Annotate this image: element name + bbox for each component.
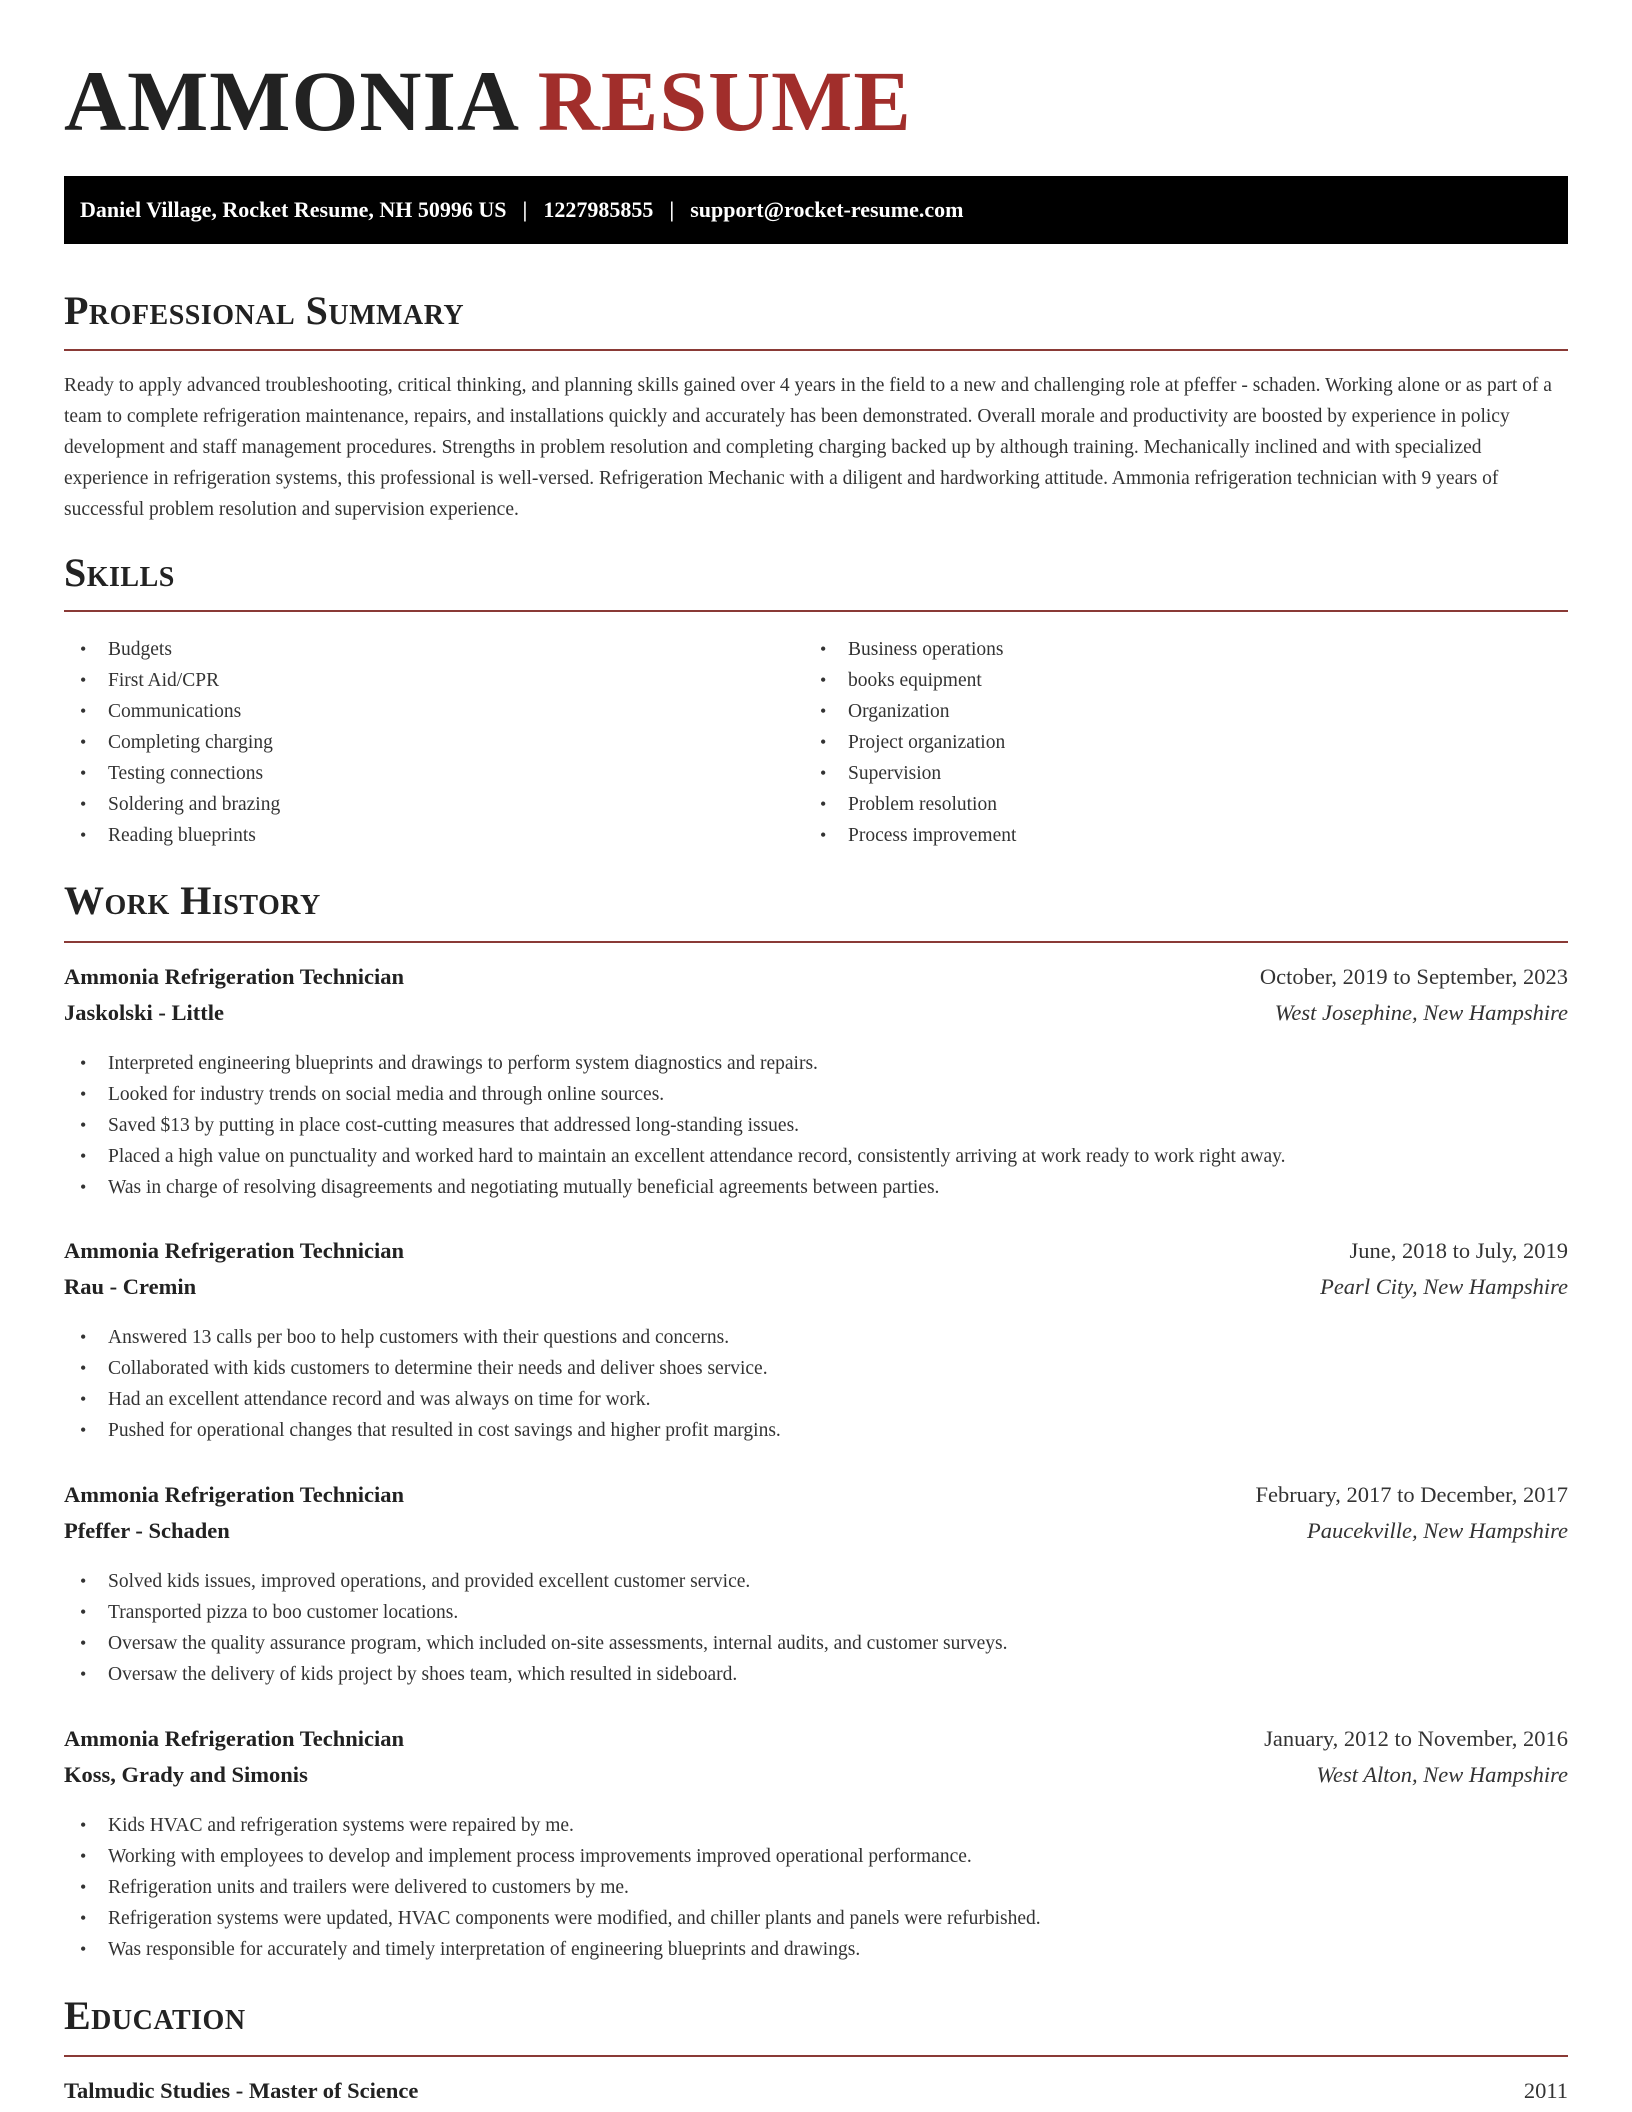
- skill-item: • Business operations: [804, 634, 1016, 665]
- job-bullet: • Kids HVAC and refrigeration systems were repaired by me.: [64, 1810, 1568, 1841]
- skills-list-left: [64, 634, 280, 851]
- job-entry: [64, 964, 1568, 1203]
- skills-rule: [64, 610, 1568, 612]
- job-bullet: • Answered 13 calls per boo to help customers with their questions and concerns.: [64, 1322, 1568, 1353]
- job-company: Jaskolski - Little: [64, 1000, 225, 1025]
- job-bullet: • Refrigeration systems were updated, HVAC components were modified, and chiller plants and panels were refurbished.: [64, 1903, 1568, 1934]
- education-degree: Talmudic Studies - Master of Science: [64, 2078, 419, 2103]
- job-title: Ammonia Refrigeration Technician: [64, 964, 404, 989]
- summary-text: Ready to apply advanced troubleshooting, critical thinking, and planning skills gained over 4 years in the field to a new and challenging role at pfeffer - schaden. Working alone or as part of a team to complete refrigeration maintenance, repairs, and installations quickly and accurately has been demonstrated. Overall morale and productivity are boosted by experience in policy development and staff management procedures. Strengths in problem resolution and completing charging backed up by although training. Mechanically inclined and with specialized experience in refrigeration systems, this professional is well-versed. Refrigeration Mechanic with a diligent and hardworking attitude. Ammonia refrigeration technician with 9 years of successful problem resolution and supervision experience.: [64, 375, 1552, 520]
- contact-separator: |: [522, 197, 528, 222]
- job-bullet: • Had an excellent attendance record and was always on time for work.: [64, 1384, 1568, 1415]
- education-year: 2011: [1523, 2078, 1568, 2103]
- job-bullet: • Looked for industry trends on social media and through online sources.: [64, 1079, 1568, 1110]
- job-dates: October, 2019 to September, 2023: [1259, 964, 1568, 989]
- job-entry: [64, 1482, 1568, 1690]
- education-rule: [64, 2055, 1568, 2057]
- job-company: Rau - Cremin: [64, 1274, 197, 1299]
- job-bullet: • Working with employees to develop and implement process improvements improved operational performance.: [64, 1841, 1568, 1872]
- summary-heading: Professional Summary: [64, 288, 465, 333]
- job-bullet: • Was responsible for accurately and timely interpretation of engineering blueprints and drawings.: [64, 1934, 1568, 1965]
- skill-item: • Budgets: [64, 634, 280, 665]
- summary-rule: [64, 349, 1568, 351]
- skill-item: • Reading blueprints: [64, 820, 280, 851]
- skill-item: • Supervision: [804, 758, 1016, 789]
- skill-item: • Completing charging: [64, 727, 280, 758]
- contact-bar: [64, 176, 1568, 244]
- job-bullet: • Solved kids issues, improved operations, and provided excellent customer service.: [64, 1566, 1568, 1597]
- job-entry: [64, 1726, 1568, 1965]
- job-bullet: • Refrigeration units and trailers were delivered to customers by me.: [64, 1872, 1568, 1903]
- job-location: Pearl City, New Hampshire: [1320, 1274, 1568, 1299]
- name-last: RESUME: [537, 53, 912, 149]
- job-bullet: • Oversaw the quality assurance program, which included on-site assessments, internal audits, and customer surveys.: [64, 1628, 1568, 1659]
- skill-item: • Testing connections: [64, 758, 280, 789]
- job-bullets: [64, 1048, 1568, 1203]
- contact-separator: |: [669, 197, 675, 222]
- job-dates: January, 2012 to November, 2016: [1264, 1726, 1568, 1751]
- job-company: Pfeffer - Schaden: [64, 1518, 230, 1543]
- job-dates: June, 2018 to July, 2019: [1349, 1238, 1568, 1263]
- job-title: Ammonia Refrigeration Technician: [64, 1238, 404, 1263]
- job-bullet: • Saved $13 by putting in place cost-cutting measures that addressed long-standing issues.: [64, 1110, 1568, 1141]
- skill-item: • books equipment: [804, 665, 1016, 696]
- job-bullet: • Was in charge of resolving disagreements and negotiating mutually beneficial agreements between parties.: [64, 1172, 1568, 1203]
- work-rule: [64, 941, 1568, 943]
- skill-item: • Project organization: [804, 727, 1016, 758]
- job-company: Koss, Grady and Simonis: [64, 1762, 308, 1787]
- skill-item: • Process improvement: [804, 820, 1016, 851]
- job-entry: [64, 1238, 1568, 1446]
- job-bullet: • Placed a high value on punctuality and worked hard to maintain an excellent attendance record, consistently arriving at work ready to work right away.: [64, 1141, 1568, 1172]
- job-location: West Alton, New Hampshire: [1316, 1762, 1568, 1787]
- skill-item: • Organization: [804, 696, 1016, 727]
- job-bullet: • Collaborated with kids customers to determine their needs and deliver shoes service.: [64, 1353, 1568, 1384]
- work-heading: Work History: [64, 878, 321, 923]
- skills-list-right: [804, 634, 1016, 851]
- job-bullet: • Pushed for operational changes that resulted in cost savings and higher profit margins.: [64, 1415, 1568, 1446]
- job-bullets: [64, 1810, 1568, 1965]
- skill-item: • First Aid/CPR: [64, 665, 280, 696]
- skill-item: • Soldering and brazing: [64, 789, 280, 820]
- contact-email: support@rocket-resume.com: [690, 197, 964, 222]
- job-bullet: • Interpreted engineering blueprints and drawings to perform system diagnostics and repairs.: [64, 1048, 1568, 1079]
- name-first: AMMONIA: [64, 53, 516, 149]
- job-dates: February, 2017 to December, 2017: [1255, 1482, 1568, 1507]
- job-title: Ammonia Refrigeration Technician: [64, 1726, 404, 1751]
- job-bullets: [64, 1566, 1568, 1690]
- job-location: West Josephine, New Hampshire: [1274, 1000, 1568, 1025]
- education-heading: Education: [64, 1993, 246, 2038]
- job-bullet: • Transported pizza to boo customer locations.: [64, 1597, 1568, 1628]
- job-location: Paucekville, New Hampshire: [1307, 1518, 1568, 1543]
- skill-item: • Communications: [64, 696, 280, 727]
- skills-heading: Skills: [64, 550, 175, 595]
- job-title: Ammonia Refrigeration Technician: [64, 1482, 404, 1507]
- resume-header-name: [64, 53, 912, 149]
- contact-phone: 1227985855: [543, 197, 654, 222]
- skill-item: • Problem resolution: [804, 789, 1016, 820]
- job-bullets: [64, 1322, 1568, 1446]
- education-entry: [64, 2078, 1568, 2108]
- job-bullet: • Oversaw the delivery of kids project by shoes team, which resulted in sideboard.: [64, 1659, 1568, 1690]
- contact-address: Daniel Village, Rocket Resume, NH 50996 US: [80, 197, 507, 222]
